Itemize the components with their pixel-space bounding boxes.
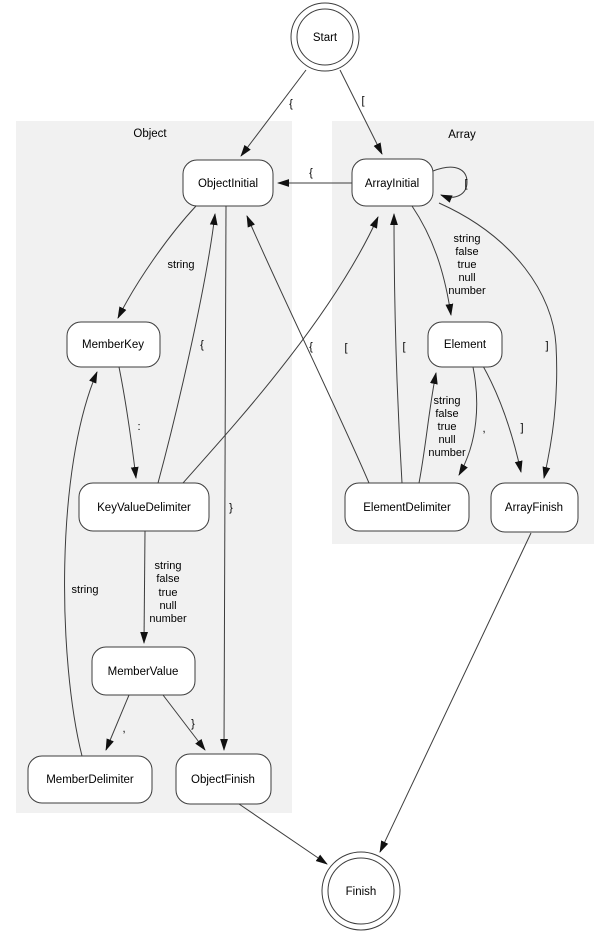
- token-line: false: [435, 408, 459, 420]
- node-finish-label: Finish: [345, 886, 377, 898]
- edge-label-keyvaluedelimiter-arrayinitial: [: [344, 342, 348, 354]
- node-member-delimiter: [28, 756, 152, 803]
- node-element: [428, 322, 502, 367]
- token-line: true: [457, 259, 477, 271]
- edge-label-membervalue-memberdelimiter: ,: [122, 723, 126, 735]
- edge-label-memberdelimiter-memberkey: string: [71, 584, 99, 596]
- token-line: string: [433, 395, 461, 407]
- edge-label-elementdelimiter-arrayinitial: [: [402, 341, 406, 353]
- edge-label-membervalue-objectfinish: }: [191, 718, 195, 730]
- node-object-initial-label: ObjectInitial: [197, 178, 259, 190]
- edge-label-start-arrayinitial: [: [361, 95, 365, 107]
- edge-label-memberkey-keyvaluedelimiter: :: [137, 421, 141, 433]
- node-finish: [322, 852, 400, 930]
- token-line: number: [428, 447, 466, 459]
- node-key-value-delimiter: [79, 483, 209, 531]
- edge-label-keyvaluedelimiter-objectinitial: {: [200, 339, 204, 351]
- token-line: null: [159, 600, 177, 612]
- node-member-key-label: MemberKey: [82, 339, 144, 351]
- node-array-initial-label: ArrayInitial: [364, 178, 420, 190]
- node-array-finish: [491, 483, 578, 532]
- edge-label-arrayinitial-arrayfinish: ]: [545, 340, 549, 352]
- token-line: number: [448, 285, 486, 297]
- node-member-value-label: MemberValue: [107, 666, 179, 678]
- node-start-label: Start: [312, 32, 338, 44]
- node-member-value: [92, 647, 195, 695]
- node-object-initial: [183, 160, 273, 206]
- edge-arrayfinish-to-finish: [380, 533, 531, 852]
- node-element-delimiter-label: ElementDelimiter: [363, 502, 451, 514]
- edge-label-objectinitial-memberkey: string: [167, 259, 195, 271]
- node-member-key: [67, 322, 160, 367]
- token-line: null: [458, 272, 476, 284]
- edge-label-arrayinitial-objectinitial: {: [309, 167, 313, 179]
- node-element-delimiter: [345, 483, 469, 531]
- token-line: false: [156, 573, 180, 585]
- cluster-array-label: Array: [448, 129, 476, 141]
- node-array-finish-label: ArrayFinish: [504, 502, 564, 514]
- token-line: string: [154, 560, 182, 572]
- token-line: false: [455, 246, 479, 258]
- node-object-finish-label: ObjectFinish: [191, 774, 255, 786]
- token-line: null: [438, 434, 456, 446]
- token-line: string: [453, 233, 481, 245]
- edge-label-element-elementdelimiter: ,: [482, 423, 486, 435]
- node-array-initial: [352, 159, 433, 206]
- cluster-object-label: Object: [133, 128, 167, 140]
- edge-label-objectinitial-objectfinish: }: [229, 502, 233, 514]
- node-key-value-delimiter-label: KeyValueDelimiter: [97, 502, 191, 514]
- node-object-finish: [176, 754, 271, 804]
- edge-label-element-arrayfinish: ]: [520, 422, 524, 434]
- token-line: true: [158, 587, 178, 599]
- token-line: number: [149, 613, 187, 625]
- token-line: true: [437, 421, 457, 433]
- node-start: [291, 3, 359, 71]
- edge-label-elementdelimiter-objectinitial: {: [309, 341, 313, 353]
- node-element-label: Element: [443, 339, 487, 351]
- node-member-delimiter-label: MemberDelimiter: [46, 774, 134, 786]
- edge-label-arrayinitial-self: [: [464, 178, 468, 190]
- edge-label-start-objectinitial: {: [289, 98, 293, 110]
